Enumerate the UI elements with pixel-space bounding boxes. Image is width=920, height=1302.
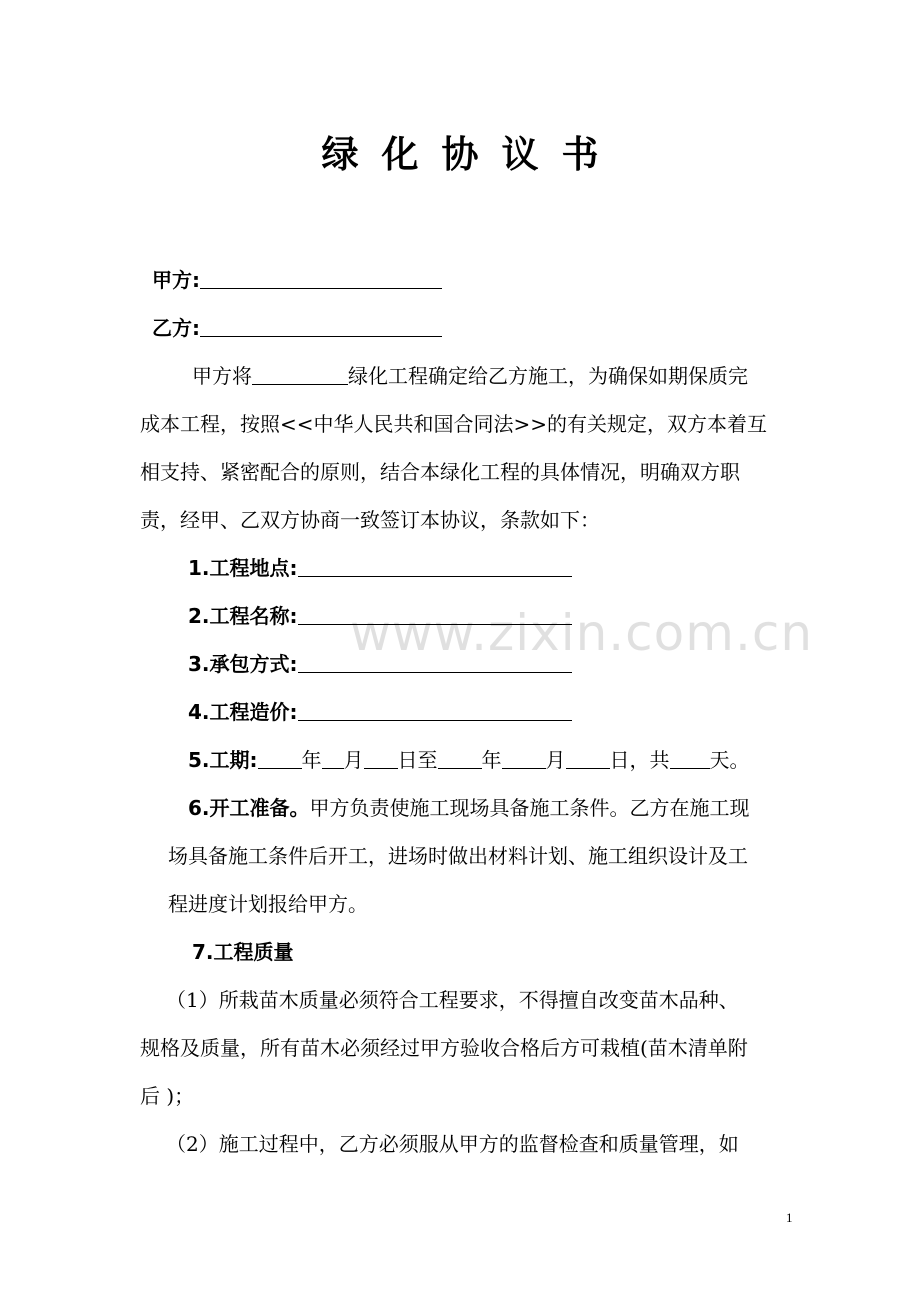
end-month-blank <box>502 748 546 769</box>
clause-7-1-line-3: 后 )； <box>140 1084 195 1108</box>
clause-2-label: 2.工程名称: <box>188 604 298 628</box>
clause-6-text: 甲方负责使施工现场具备施工条件。乙方在施工现 <box>309 796 750 820</box>
intro-text: 绿化工程确定给乙方施工，为确保如期保质完 <box>348 364 748 388</box>
clause-7-1-line-1: （1）所栽苗木质量必须符合工程要求，不得擅自改变苗木品种、 <box>166 988 739 1012</box>
start-year-blank <box>258 748 302 769</box>
year-text: 年 <box>301 748 322 772</box>
end-year-blank <box>438 748 482 769</box>
start-month-blank <box>322 748 344 769</box>
party-a-line <box>152 268 442 292</box>
year-text: 年 <box>481 748 502 772</box>
clause-7-2-line-1: （2）施工过程中，乙方必须服从甲方的监督检查和质量管理，如 <box>166 1132 739 1156</box>
party-a-blank <box>200 268 442 289</box>
month-text: 月 <box>545 748 566 772</box>
clause-5-label: 5.工期: <box>188 748 258 772</box>
intro-line-1 <box>192 364 748 388</box>
day-to-text: 日至 <box>397 748 438 772</box>
party-b-line <box>152 316 442 340</box>
party-a-label: 甲方: <box>152 268 200 292</box>
watermark: www.zixin.com.cn <box>350 604 814 662</box>
clause-4-blank <box>298 700 572 721</box>
project-blank <box>252 364 348 385</box>
intro-text: 甲方将 <box>192 364 252 388</box>
clause-1-blank <box>298 556 572 577</box>
page-number: 1 <box>786 1210 793 1225</box>
intro-line-3: 相支持、紧密配合的原则，结合本绿化工程的具体情况，明确双方职 <box>140 460 740 484</box>
month-text: 月 <box>343 748 364 772</box>
clause-7-heading: 7.工程质量 <box>192 940 294 964</box>
intro-line-4: 责，经甲、乙双方协商一致签订本协议，条款如下： <box>140 508 600 532</box>
clause-4-label: 4.工程造价: <box>188 700 298 724</box>
document-title: 绿化协议书 <box>321 133 622 176</box>
days-text: 天。 <box>709 748 750 772</box>
clause-7-1-line-2: 规格及质量，所有苗木必须经过甲方验收合格后方可栽植(苗木清单附 <box>140 1036 748 1060</box>
party-b-label: 乙方: <box>152 316 200 340</box>
clause-3-label: 3.承包方式: <box>188 652 298 676</box>
clause-6-line-3: 程进度计划报给甲方。 <box>168 892 368 916</box>
clause-1-label: 1.工程地点: <box>188 556 298 580</box>
day-total-text: 日，共 <box>609 748 670 772</box>
party-b-blank <box>200 316 442 337</box>
clause-6-label: 6.开工准备。 <box>188 796 310 820</box>
clause-6-line-1 <box>188 796 750 820</box>
total-days-blank <box>670 748 710 769</box>
start-day-blank <box>364 748 398 769</box>
clause-4 <box>188 700 572 724</box>
clause-6-line-2: 场具备施工条件后开工，进场时做出材料计划、施工组织设计及工 <box>168 844 748 868</box>
clause-5 <box>188 748 750 772</box>
end-day-blank <box>566 748 610 769</box>
intro-line-2: 成本工程，按照<<中华人民共和国合同法>>的有关规定，双方本着互 <box>140 412 768 436</box>
clause-1 <box>188 556 572 580</box>
